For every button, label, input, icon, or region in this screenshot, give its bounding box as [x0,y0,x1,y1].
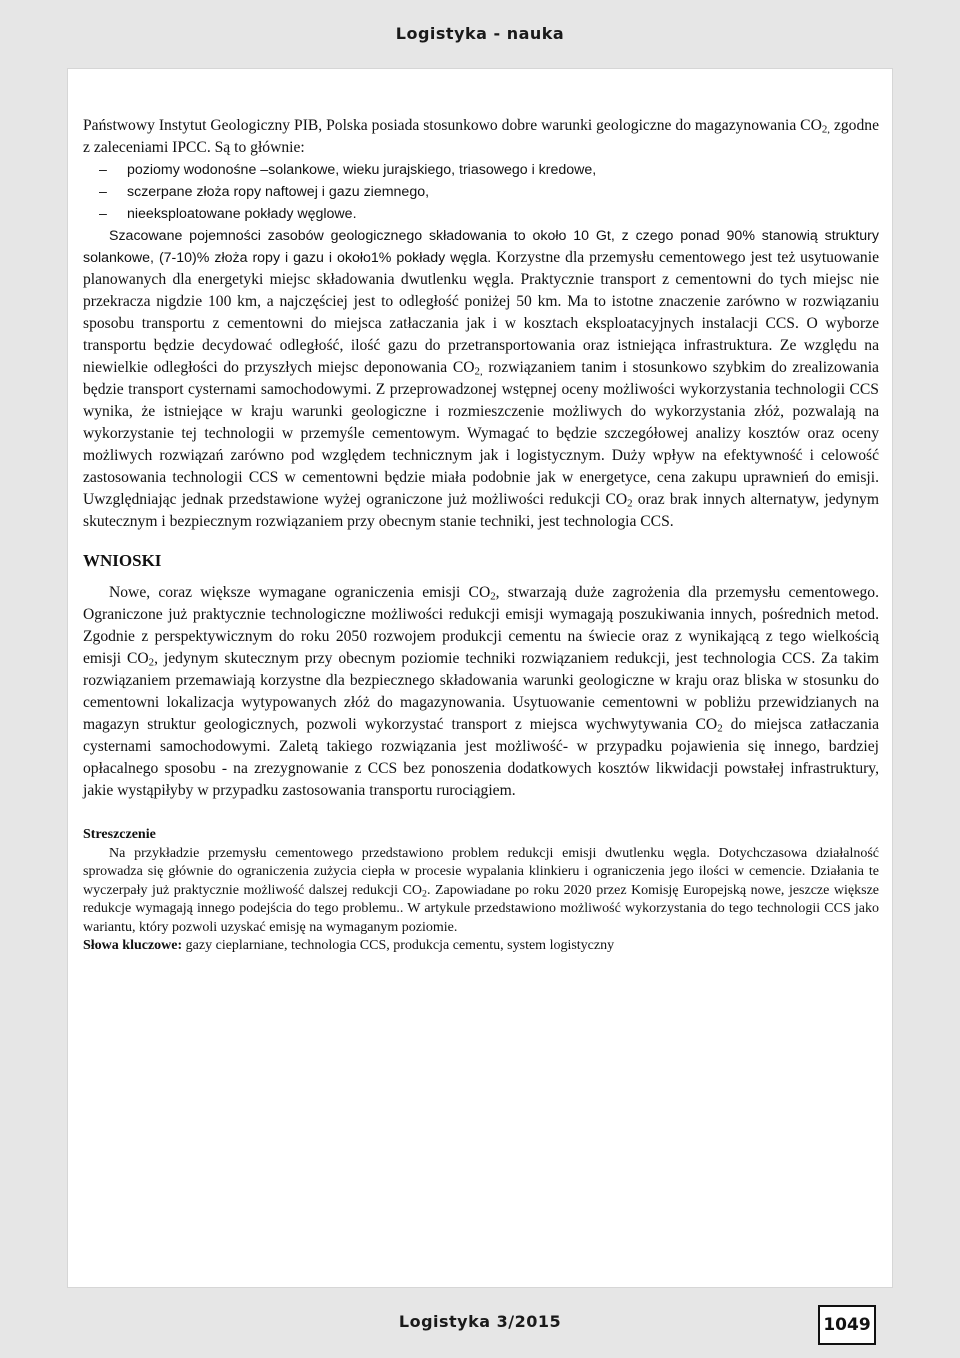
running-header: Logistyka - nauka [395,24,565,43]
list-item: – nieeksploatowane pokłady węglowe. [99,203,879,225]
conclusions-heading: WNIOSKI [83,551,162,570]
journal-footer: Logistyka 3/2015 [398,1312,562,1331]
page-number: 1049 [818,1305,876,1345]
list-item: – sczerpane złoża ropy naftowej i gazu ziemnego, [99,181,879,203]
abstract-text: Na przykładzie przemysłu cementowego przedstawiono problem redukcji emisji dwutlenku węgla. Dotychczasowa działalność sprowadza się głównie do ograniczenia zużycia ciepła w procesie wypalania klinkieru i ograniczenia jego ilości w cemencie. Działania te wyczerpały już praktycznie możliwość dalszej redukcji $CO_2$. Zapowiadane po roku 2020 przez Komisję Europejską nowe, jeszcze większe redukcje wymagają innego podejścia do tego problemu.. W artykule przedstawiono możliwość wykorzystania do tego technologii CCS jako wariantu, który pozwoli uzyskać emisję na wymaganym poziomie. [83,845,879,935]
intro-paragraph: Państwowy Instytut Geologiczny PIB, Polska posiada stosunkowo dobre warunki geologiczne do magazynowania $CO_{2,}$ zgodne z zaleceniami IPCC. Są to głównie: [83,117,879,156]
abstract-heading: Streszczenie [83,827,156,842]
capacity-paragraph: Szacowane pojemności zasobów geologicznego składowania to około 10 Gt, z czego ponad 90% stanowią struktury solankowe, (7-10)% złoża ropy i gazu i około1% pokłady węgla. Korzystne dla przemysłu cementowego jest też usytuowanie planowanych dla energetyki miejsc składowania dwutlenku węgla. Praktycznie transport z cementowni do tych miejsc nie przekracza nigdzie 100 km, a najczęściej jest to odległość poniżej 50 km. Ma to istotne znaczenie zarówno w rozwiązaniu sposobu transportu z cementowni do miejsca zatłaczania jak i w kosztach eksploatacyjnych instalacji CCS. O wyborze transportu będzie decydować odległość, ilość gazu do przetransportowania oraz istniejąca infrastruktura. Ze względu na niewielkie odległości do przyszłych miejsc deponowania $CO_{2,}$ rozwiązaniem tanim i stosunkowo szybkim do zrealizowania będzie transport cysternami samochodowymi. Z przeprowadzonej wstępnej oceny możliwości wykorzystania technologii CCS wynika, że istniejące w kraju warunki geologiczne i rozmieszczenie możliwych do wykorzystania złóż, pozwalają na wykorzystanie tej technologii w przemyśle cementowym. Wymagać to będzie szczegółowej analizy kosztów oraz oceny możliwych rozwiązań zarówno pod względem technicznym jak i logistycznym. Duży wpływ na efektywność i celowość zastosowania technologii CCS w cementowni będzie miała podobnie jak w energetyce, cena zakupu uprawnień do emisji. Uwzględniając jednak przedstawione wyżej ograniczone już możliwości redukcji $CO_2$ oraz brak innych alternatyw, jedynym skutecznym i bezpiecznym rozwiązaniem przy obecnym stanie techniki, jest technologia CCS. [83,228,879,530]
keywords-text: gazy cieplarniane, technologia CCS, produkcja cementu, system logistyczny [182,938,615,953]
list-item: – poziomy wodonośne –solankowe, wieku jurajskiego, triasowego i kredowe, [99,159,879,181]
keywords [83,937,879,956]
abstract [83,826,879,937]
storage-options-list [83,159,879,225]
article-body [83,115,879,956]
conclusions-paragraph: Nowe, coraz większe wymagane ograniczenia emisji $CO_2$, stwarzają duże zagrożenia dla przemysłu cementowego. Ograniczone już praktycznie technologiczne możliwości redukcji emisji wymagają poszukiwania innych, pośrednich metod. Zgodnie z perspektywicznym do roku 2050 rozwojem produkcji cementu na świecie oraz z wynikającą z tego wielkością emisji $CO_2$, jedynym skutecznym przy obecnym poziomie techniki rozwiązaniem redukcji, jest technologia CCS. Za takim rozwiązaniem przemawiają korzystne dla bezpiecznego składowania warunki geologiczne w kraju oraz bliska w stosunku do cementowni lokalizacja wytypowanych złóż do magazynowania. Usytuowanie cementowni w pobliżu przewidzianych na magazyn struktur geologicznych, pozwoli wykorzystać transport z miejsca wychwytywania $CO_2$ do miejsca zatłaczania cysternami samochodowymi. Zaletą takiego rozwiązania jest możliwość- w przypadku pojawienia się innego, bardziej opłacalnego sposobu - na zrezygnowanie z CCS bez ponoszenia dodatkowych kosztów likwidacji powstałej infrastruktury, jakie wystąpiłyby w przypadku zastosowania transportu rurociągiem. [83,584,879,799]
keywords-label: Słowa kluczowe: [83,938,183,953]
page-sheet [67,68,893,1288]
